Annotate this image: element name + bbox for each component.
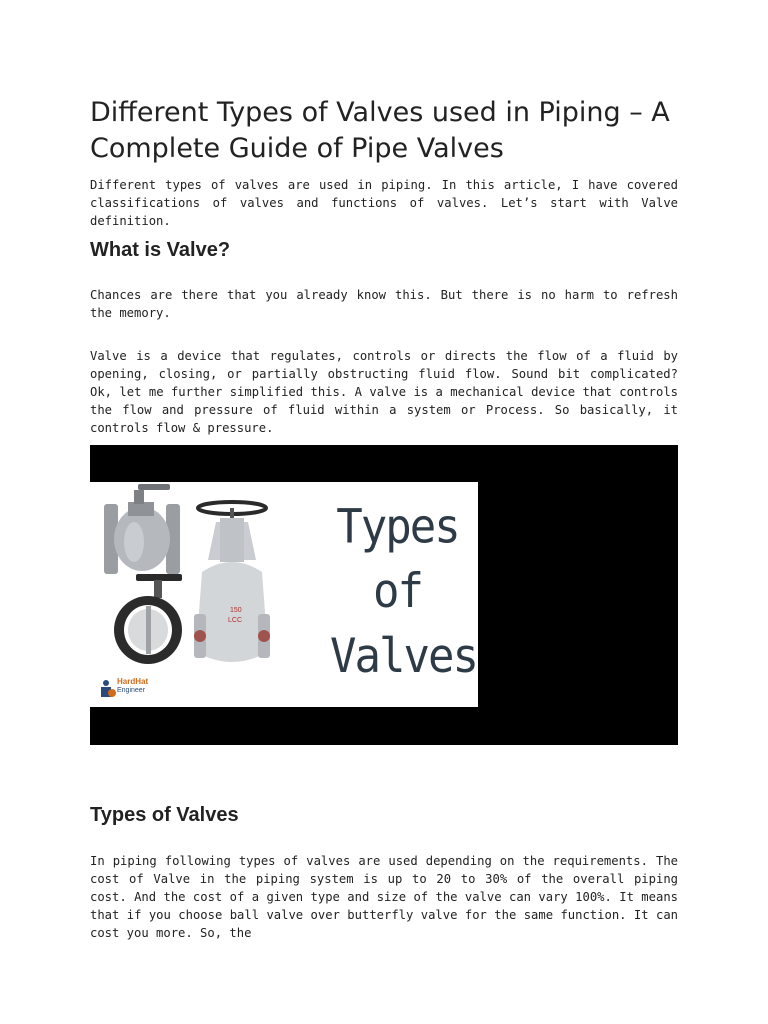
hardhat-engineer-logo: [100, 677, 170, 701]
intro-paragraph: Different types of valves are used in piping. In this article, I have covered classifications of valves and functions of valves. Let’s start with Valve definition.: [90, 178, 678, 228]
what-is-valve-heading: What is Valve?: [90, 239, 231, 261]
banner-image-panel: [90, 482, 478, 707]
valves-illustration: [90, 482, 320, 707]
ball-valve-icon: [104, 484, 180, 574]
types-of-valves-banner: [90, 445, 678, 745]
svg-text:LCC: LCC: [228, 617, 243, 624]
banner-line-3: Valves: [330, 628, 477, 684]
types-of-valves-heading: Types of Valves: [90, 804, 239, 826]
banner-heading: [330, 495, 477, 689]
section2-paragraph-1: In piping following types of valves are used depending on the requirements. The cost of Valve in the piping system is up to 20 to 30% of the overall piping cost. And the cost of a given type and size of the valve can vary 100%. It means that if you choose ball valve over butterfly valve for the same function. It can cost you more. So, the: [90, 854, 678, 940]
banner-line-1: Types: [336, 499, 459, 555]
article-title: Different Types of Valves used in Piping – A Complete Guide of Pipe Valves: [90, 97, 670, 164]
svg-text:150: 150: [230, 607, 242, 614]
butterfly-valve-icon: [114, 574, 182, 664]
section1-paragraph-1: Chances are there that you already know this. But there is no harm to refresh the memory.: [90, 288, 678, 320]
gate-valve-icon: [194, 502, 270, 662]
logo-line-2: Engineer: [117, 687, 146, 694]
banner-line-2: of: [373, 563, 422, 619]
logo-line-1: HardHat: [117, 677, 149, 686]
section1-paragraph-2: Valve is a device that regulates, controls or directs the flow of a fluid by opening, closing, or partially obstructing fluid flow. Sound bit complicated? Ok, let me further simplified this. A valve is a mechanical device that controls the flow and pressure of fluid within a system or Process. So basically, it controls flow & pressure.: [90, 349, 678, 435]
hardhat-icon: [100, 679, 116, 699]
